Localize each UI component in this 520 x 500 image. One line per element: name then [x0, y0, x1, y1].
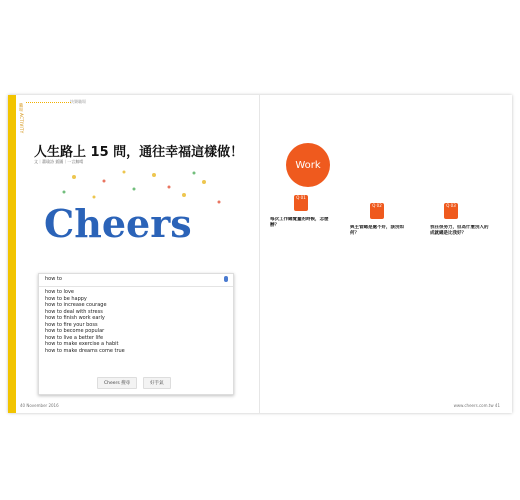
suggestion-item: how to deal with stress — [45, 308, 103, 315]
right-page — [260, 95, 512, 413]
work-badge: Work — [286, 143, 330, 187]
tagline: 快樂職場 — [70, 99, 86, 104]
section-stripe — [8, 95, 16, 413]
search-button: Cheers 搜尋 — [97, 377, 137, 389]
q3-badge: Q 03 — [444, 203, 458, 219]
suggestion-item: how to become popular — [45, 328, 105, 334]
article-title: 人生路上 15 問，通往幸福這樣做！ — [34, 145, 244, 160]
divider — [26, 102, 71, 103]
lucky-button: 好手氣 — [143, 377, 171, 389]
suggestion-item: how to live a better life — [45, 334, 104, 341]
left-page — [8, 95, 260, 413]
cheers-illustration — [34, 167, 234, 255]
suggestion-list — [45, 289, 125, 354]
suggestion-item: how to love — [45, 289, 74, 295]
magazine-spread — [8, 95, 512, 413]
suggestion-item: how to fire your boss — [45, 321, 98, 328]
q1-column — [270, 217, 332, 229]
section-label: 職場 ACTIVITY — [19, 103, 24, 134]
q3-column — [430, 225, 492, 237]
q2-heading: 與主管總是處不好，該別如何？ — [350, 225, 404, 236]
q1-badge: Q 01 — [294, 195, 308, 211]
art-word: Cheers — [44, 201, 192, 246]
suggestion-item: how to finish work early — [45, 315, 105, 321]
search-buttons — [97, 377, 171, 389]
q2-badge: Q 02 — [370, 203, 384, 219]
suggestion-item: how to increase courage — [45, 302, 107, 308]
suggestion-item: how to be happy — [45, 295, 87, 302]
q3-heading: 我在很努力，但為什麼別人的成就總是比我好？ — [430, 225, 489, 236]
folio-left: 40 November 2016 — [20, 403, 59, 408]
article-credit: 文｜蕭瑜詩 插圖｜一言無晴 — [34, 159, 84, 164]
q2-column — [350, 225, 412, 237]
suggestion-item: how to make exercise a habit — [45, 341, 119, 347]
q1-heading: 每次工作總覺量的時候，怎麼辦？ — [270, 217, 329, 228]
search-input: how to — [45, 276, 62, 282]
search-box-illustration — [38, 273, 234, 395]
search-bar — [39, 274, 233, 287]
folio-right: www.cheers.com.tw 41 — [453, 403, 500, 408]
suggestion-item: how to make dreams come true — [45, 347, 125, 354]
microphone-icon — [224, 276, 228, 282]
